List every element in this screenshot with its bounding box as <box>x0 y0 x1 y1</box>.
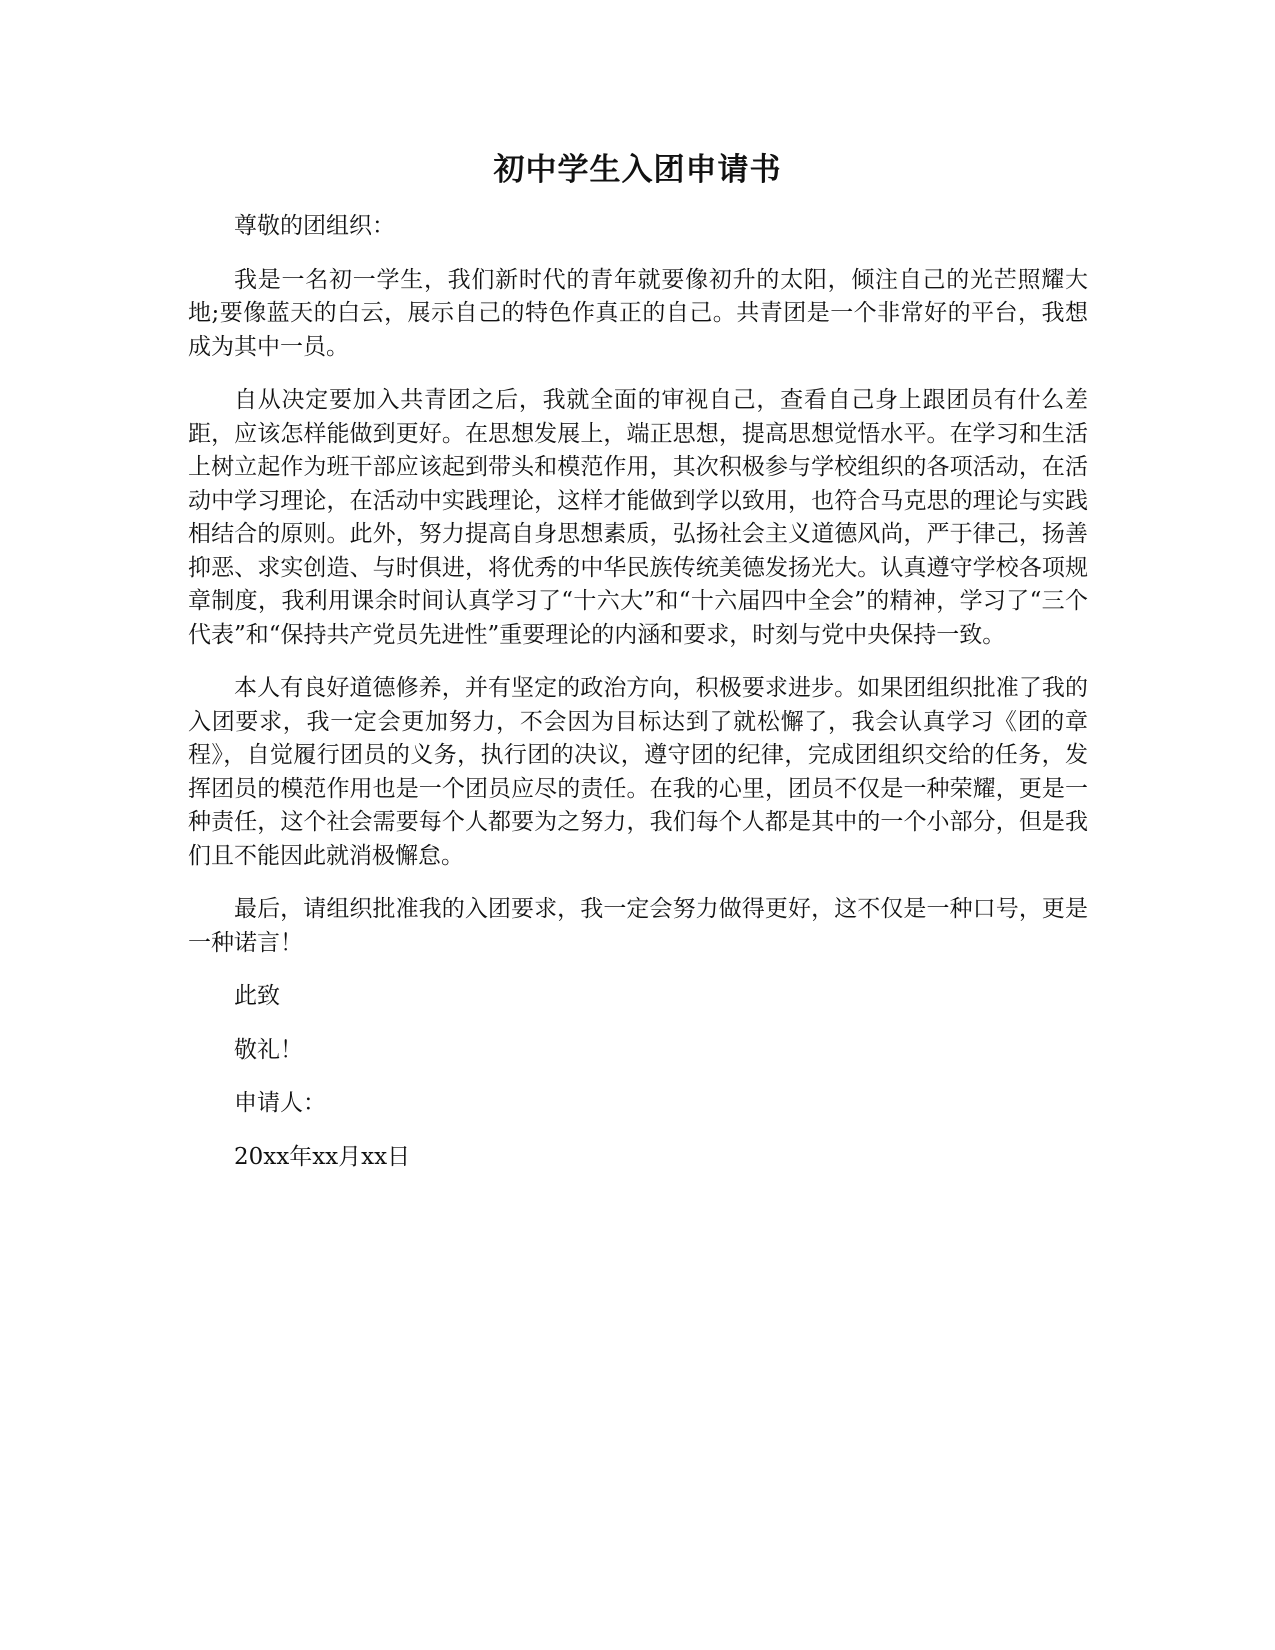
salutation: 尊敬的团组织： <box>234 213 395 239</box>
closing-1: 此致 <box>234 983 280 1009</box>
paragraph-3: 本人有良好道德修养，并有坚定的政治方向，积极要求进步。如果团组织批准了我的入团要求，我一定会更加努力，不会因为目标达到了就松懈了，我会认真学习《团的章程》，自觉履行团员的义务，执行团的决议，遵守团的纪律，完成团组织交给的任务，发挥团员的模范作用也是一个团员应尽的责任。在我的心里，团员不仅是一种荣耀，更是一种责任，这个社会需要每个人都要为之努力，我们每个人都是其中的一个小部分，但是我们且不能因此就消极懈怠。 <box>188 675 1088 869</box>
date-line: 20xx年xx月xx日 <box>234 1143 411 1170</box>
paragraph-1: 我是一名初一学生，我们新时代的青年就要像初升的太阳，倾注自己的光芒照耀大地;要像蓝天的白云，展示自己的特色作真正的自己。共青团是一个非常好的平台，我想成为其中一员。 <box>188 266 1088 360</box>
document-title: 初中学生入团申请书 <box>493 152 782 188</box>
paragraph-2: 自从决定要加入共青团之后，我就全面的审视自己，查看自己身上跟团员有什么差距，应该怎样能做到更好。在思想发展上，端正思想，提高思想觉悟水平。在学习和生活上树立起作为班干部应该起到带头和模范作用，其次积极参与学校组织的各项活动，在活动中学习理论，在活动中实践理论，这样才能做到学以致用，也符合马克思的理论与实践相结合的原则。此外，努力提高自身思想素质，弘扬社会主义道德风尚，严于律己，扬善抑恶、求实创造、与时俱进，将优秀的中华民族传统美德发扬光大。认真遵守学校各项规章制度，我利用课余时间认真学习了“十六大”和“十六届四中全会”的精神，学习了“三个代表”和“保持共产党员先进性”重要理论的内涵和要求，时刻与党中央保持一致。 <box>188 387 1088 648</box>
applicant-label: 申请人： <box>234 1090 326 1116</box>
paragraph-4: 最后，请组织批准我的入团要求，我一定会努力做得更好，这不仅是一种口号，更是一种诺言！ <box>188 896 1088 956</box>
document-body <box>188 210 1088 1194</box>
closing-2: 敬礼！ <box>234 1036 303 1063</box>
